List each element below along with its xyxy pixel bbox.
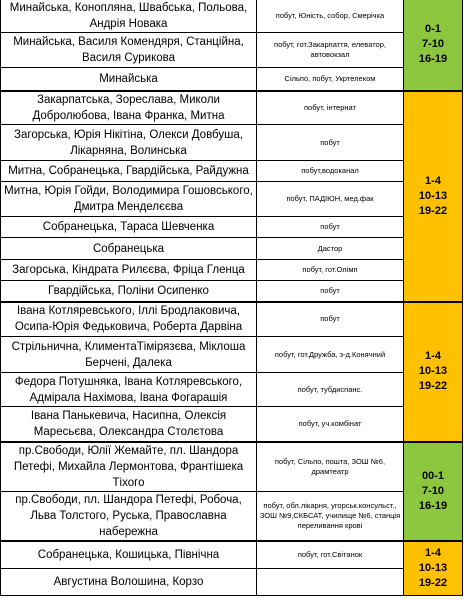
street-cell: Августина Волошина, Корзо (1, 568, 257, 595)
table-row (1, 568, 463, 595)
table-row (1, 91, 463, 125)
street-cell: Загорська, Юрія Нікітіна, Олекси Довбуша, Лікарняна, Волинська (1, 125, 257, 161)
table-row (1, 33, 463, 68)
table-row (1, 491, 463, 541)
street-cell: Загорська, Кіндрата Рилєєва, Фріца Гленца (1, 260, 257, 281)
street-cell: Минайська, Василя Комендяря, Станційна, Василя Сурикова (1, 33, 257, 68)
hours-line: 0-1 (425, 22, 441, 35)
objects-cell: побут, тубдиспанс. (257, 373, 404, 407)
objects-cell: побут (257, 217, 404, 238)
hours-line: 10-13 (418, 561, 448, 574)
objects-cell (257, 568, 404, 595)
hours-cell (404, 0, 463, 91)
street-cell: Івана Котляревського, Іллі Бродлаковича, Осипа-Юрія Федьковича, Роберта Дарвіна (1, 302, 257, 337)
hours-cell (404, 442, 463, 542)
table-row (1, 238, 463, 260)
street-cell: Федора Потушняка, Івана Котляревського, Адмірала Нахімова, Івана Фогарашія (1, 373, 257, 407)
objects-cell: побут, гот.Дружба, з-д.Конячний (257, 337, 404, 373)
objects-cell: Сільпо, побут, Укртелеком (257, 68, 404, 91)
table-row (1, 302, 463, 337)
street-cell: Гвардійська, Поліни Осипенко (1, 281, 257, 302)
hours-line: 1-4 (425, 174, 441, 187)
hours-line: 00-1 (421, 469, 445, 482)
hours-line: 1-4 (425, 546, 441, 559)
objects-cell: побут (257, 125, 404, 161)
objects-cell: побут, обл.лікарня, угорськ.консульст., ЗОШ №9,СКБСАТ, училище №6, станція переливання крові (257, 491, 404, 541)
objects-cell: побут, гот.Світанок (257, 541, 404, 568)
table-row (1, 0, 463, 33)
table-row (1, 125, 463, 161)
objects-cell: побут, інтернат (257, 91, 404, 125)
table-row (1, 281, 463, 302)
objects-cell: побут, ПАДІЮН, мед.фак (257, 182, 404, 217)
street-cell: пр.Свободи, пл. Шандора Петефі, Робоча, Льва Толстого, Руська, Православна набережна (1, 491, 257, 541)
street-cell: Митна, Собранецька, Гвардійська, Райдужна (1, 161, 257, 182)
objects-cell: побут, гот.Олімп (257, 260, 404, 281)
hours-line: 19-22 (418, 576, 448, 589)
table-row (1, 373, 463, 407)
hours-line: 19-22 (418, 380, 448, 392)
hours-line: 10-13 (418, 365, 448, 377)
hours-cell (404, 91, 463, 302)
street-cell: пр.Свободи, Юлії Жемайте, пл. Шандора Петефі, Михайла Лермонтова, Франтішека Тіхого (1, 442, 257, 492)
street-cell: Собранецька, Тараса Шевченка (1, 217, 257, 238)
objects-cell: побут, уч.комбінат (257, 407, 404, 442)
hours-cell (404, 541, 463, 595)
table-row (1, 182, 463, 217)
hours-line: 7-10 (421, 484, 445, 497)
table-row (1, 541, 463, 568)
street-cell: Минайська, Конопляна, Швабська, Польова, Андрія Новака (1, 0, 257, 33)
hours-line: 1-4 (425, 350, 441, 362)
objects-cell: побут (257, 281, 404, 302)
objects-cell: побут, Сільпо, пошта, ЗОШ №6, драмтеатр (257, 442, 404, 492)
table-row (1, 68, 463, 91)
table-row (1, 161, 463, 182)
street-cell: Івана Панькевича, Насипна, Олексія Маресьєва, Олександра Столєтова (1, 407, 257, 442)
hours-line: 16-19 (418, 52, 448, 65)
street-cell: Собранецька (1, 238, 257, 260)
objects-cell: Дастор (257, 238, 404, 260)
objects-cell: побут, гот.Закарпаття, елеватор, автовокзал (257, 33, 404, 68)
objects-cell: побут (257, 302, 404, 337)
objects-cell: побут, Юність, собор, Смерічка (257, 0, 404, 33)
street-cell: Закарпатська, Зорeслава, Миколи Добролюбова, Івана Франка, Митна (1, 91, 257, 125)
table-row (1, 337, 463, 373)
street-cell: Собранецька, Кошицька, Північна (1, 541, 257, 568)
table-row (1, 407, 463, 442)
hours-line: 16-19 (418, 499, 448, 512)
table-row (1, 442, 463, 492)
street-cell: Минайська (1, 68, 257, 91)
hours-line: 19-22 (418, 204, 448, 217)
hours-line: 7-10 (421, 37, 445, 50)
hours-line: 10-13 (418, 189, 448, 202)
table-row (1, 217, 463, 238)
street-cell: Митна, Юрія Гойди, Володимира Гошовського, Дмитра Менделєєва (1, 182, 257, 217)
hours-cell (404, 302, 463, 442)
table-row (1, 260, 463, 281)
street-cell: Стрільнична, КлиментаТімірязєва, Міклоша Берчені, Далека (1, 337, 257, 373)
objects-cell: побут,водоканал (257, 161, 404, 182)
